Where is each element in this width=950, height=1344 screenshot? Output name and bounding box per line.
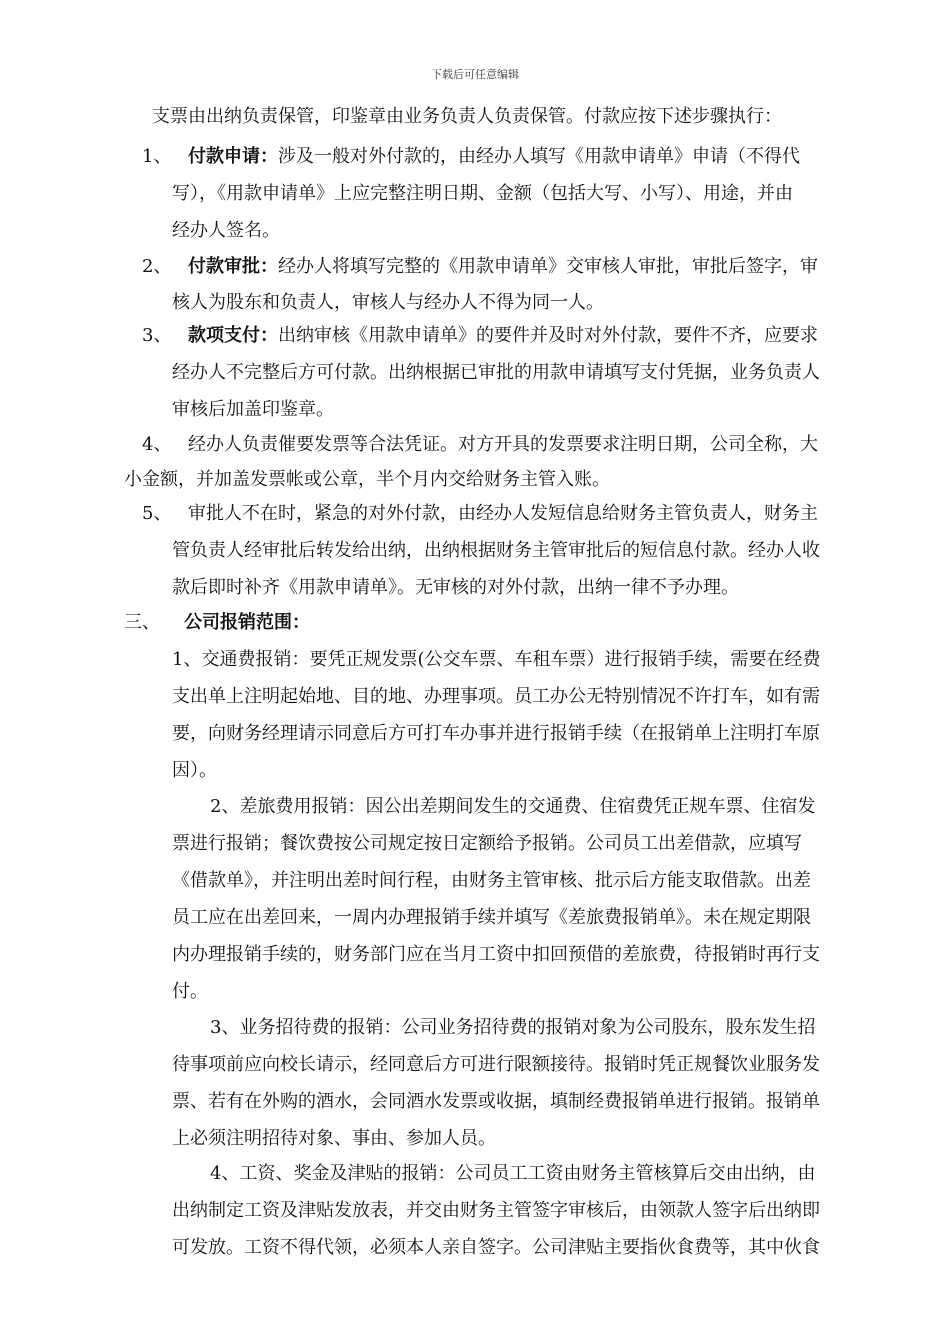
step-1-line-1	[188, 146, 800, 168]
page-header: 下载后可任意编辑	[431, 68, 519, 81]
para-4-line-2: 出纳制定工资及津贴发放表，并交由财务主管签字审核后，由领款人签字后出纳即	[172, 1200, 820, 1221]
step-3-line-2: 经办人不完整后方可付款。出纳根据已审批的用款申请填写支付凭据，业务负责人	[172, 362, 820, 383]
step-3-title: 款项支付：	[188, 325, 278, 346]
para-3-line-3: 票、若有在外购的酒水，会同酒水发票或收据，填制经费报销单进行报销。报销单	[172, 1091, 820, 1112]
para-2-line-5: 内办理报销手续的，财务部门应在当月工资中扣回预借的差旅费，待报销时再行支	[172, 944, 820, 965]
step-4-line-1: 经办人负责催要发票等合法凭证。对方开具的发票要求注明日期，公司全称，大	[188, 434, 818, 455]
step-2-line-1	[188, 256, 818, 278]
para-3-line-2: 待事项前应向校长请示，经同意后方可进行限额接待。报销时凭正规餐饮业服务发	[172, 1054, 820, 1075]
para-3-line-4: 上必须注明招待对象、事由、参加人员。	[172, 1128, 496, 1149]
para-4-line-3: 可发放。工资不得代领，必须本人亲自签字。公司津贴主要指伙食费等，其中伙食	[172, 1237, 820, 1258]
step-3-line-1	[188, 325, 818, 347]
step-5-number: 5、	[142, 503, 172, 524]
step-3-text: 出纳审核《用款申请单》的要件并及时对外付款，要件不齐，应要求	[278, 325, 818, 346]
step-4-number: 4、	[142, 434, 172, 455]
para-2-line-3: 《借款单》，并注明出差时间行程，由财务主管审核、批示后方能支取借款。出差	[172, 870, 811, 891]
intro-text: 支票由出纳负责保管，印鉴章由业务负责人负责保管。付款应按下述步骤执行：	[152, 106, 782, 127]
step-2-line-2: 核人为股东和负责人，审核人与经办人不得为同一人。	[172, 292, 604, 313]
step-1-text: 涉及一般对外付款的，由经办人填写《用款申请单》申请（不得代	[278, 146, 800, 167]
para-1-line-3: 要，向财务经理请示同意后方可打车办事并进行报销手续（在报销单上注明打车原	[172, 723, 820, 744]
step-1-number: 1、	[142, 146, 172, 167]
para-4-line-1: 4、工资、奖金及津贴的报销：公司员工工资由财务主管核算后交由出纳，由	[210, 1163, 816, 1184]
step-5-line-1: 审批人不在时，紧急的对外付款，由经办人发短信息给财务主管负责人，财务主	[188, 503, 818, 524]
para-2-line-6: 付。	[172, 981, 208, 1002]
step-5-line-2: 管负责人经审批后转发给出纳，出纳根据财务主管审批后的短信息付款。经办人收	[172, 540, 820, 561]
para-1-line-4: 因）。	[172, 760, 217, 781]
step-1-title: 付款申请：	[188, 146, 278, 167]
para-2-line-1: 2、差旅费用报销：因公出差期间发生的交通费、住宿费凭正规车票、住宿发	[210, 796, 816, 817]
step-3-number: 3、	[142, 325, 172, 346]
step-1-line-3: 经办人签名。	[172, 220, 280, 241]
step-5-line-3: 款后即时补齐《用款申请单》。无审核的对外付款，出纳一律不予办理。	[172, 577, 739, 598]
para-1-line-2: 支出单上注明起始地、目的地、办理事项。员工办公无特别情况不许打车，如有需	[172, 686, 820, 707]
step-2-text: 经办人将填写完整的《用款申请单》交审核人审批，审批后签字，审	[278, 256, 818, 277]
para-3-line-1: 3、业务招待费的报销：公司业务招待费的报销对象为公司股东，股东发生招	[210, 1017, 816, 1038]
section-number: 三、	[124, 612, 160, 633]
step-2-number: 2、	[142, 256, 172, 277]
para-2-line-4: 员工应在出差回来，一周内办理报销手续并填写《差旅费报销单》。未在规定期限	[172, 907, 811, 928]
step-1-line-2: 写），《用款申请单》上应完整注明日期、金额（包括大写、小写）、用途，并由	[172, 183, 793, 204]
section-title: 公司报销范围：	[184, 612, 310, 633]
step-3-line-3: 审核后加盖印鉴章。	[172, 399, 334, 420]
step-2-title: 付款审批：	[188, 256, 278, 277]
para-2-line-2: 票进行报销；餐饮费按公司规定按日定额给予报销。公司员工出差借款，应填写	[172, 833, 802, 854]
para-1-line-1: 1、交通费报销：要凭正规发票(公交车票、车租车票）进行报销手续，需要在经费	[172, 649, 821, 670]
step-4-line-2: 小金额，并加盖发票帐或公章，半个月内交给财务主管入账。	[124, 469, 610, 490]
